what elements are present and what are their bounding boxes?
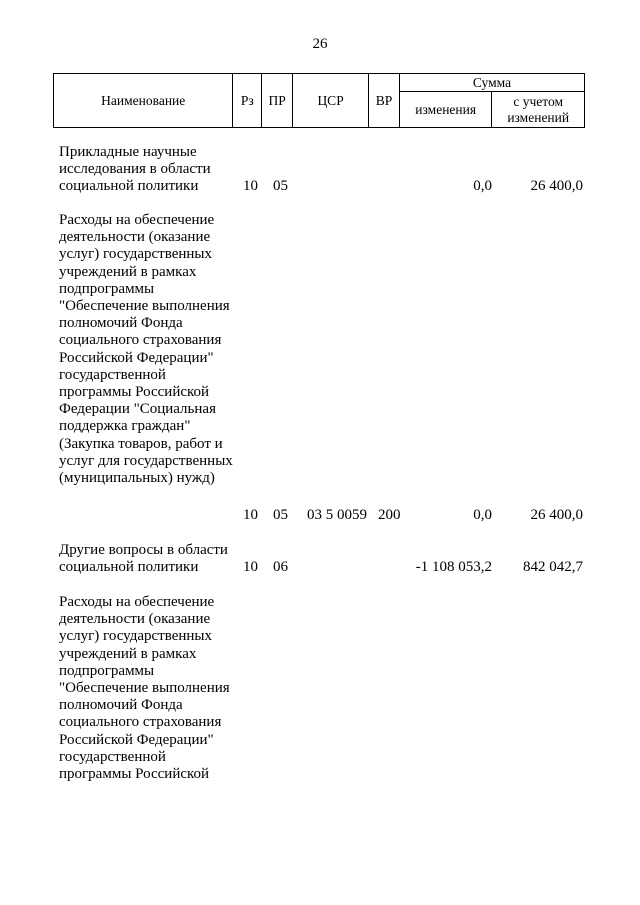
header-csr: ЦСР [292,74,368,128]
header-sum: Сумма [399,74,584,92]
row-rz: 10 [243,507,258,523]
row-pr: 05 [273,178,288,194]
row-pr: 05 [273,507,288,523]
header-rz: Рз [233,74,262,128]
row-vr: 200 [378,507,401,523]
row-name: Расходы на обеспечение деятельности (оказание услуг) государственных учреждений в рамках подпрограммы "Обеспечение выполнения полномочий Фонда социального страхования Российской Федерации" государственной программы Российской [59,594,230,783]
row-rz: 10 [243,178,258,194]
row-with-changes: 842 042,7 [523,559,583,575]
row-name: Расходы на обеспечение деятельности (оказание услуг) государственных учреждений в рамках подпрограммы "Обеспечение выполнения полномочий Фонда социального страхования Российской Федерации" государственной программы Российской Федерации "Социальная поддержка граждан" (Закупка товаров, работ и услуг для государственных (муниципальных) нужд) [59,212,233,487]
header-vr: ВР [369,74,400,128]
row-changes: 0,0 [473,507,492,523]
row-changes: -1 108 053,2 [415,559,492,575]
header-with-changes: с учетом изменений [492,92,585,128]
row-csr: 03 5 0059 [307,507,367,523]
row-name: Другие вопросы в области социальной политики [59,542,228,576]
header-changes: изменения [399,92,491,128]
header-pr: ПР [262,74,293,128]
row-changes: 0,0 [473,178,492,194]
row-pr: 06 [273,559,288,575]
row-rz: 10 [243,559,258,575]
budget-table-header [53,73,585,128]
row-name: Прикладные научные исследования в области социальной политики [59,144,211,195]
row-with-changes: 26 400,0 [530,507,583,523]
header-name: Наименование [54,74,233,128]
page-number: 26 [312,36,328,52]
row-with-changes: 26 400,0 [530,178,583,194]
